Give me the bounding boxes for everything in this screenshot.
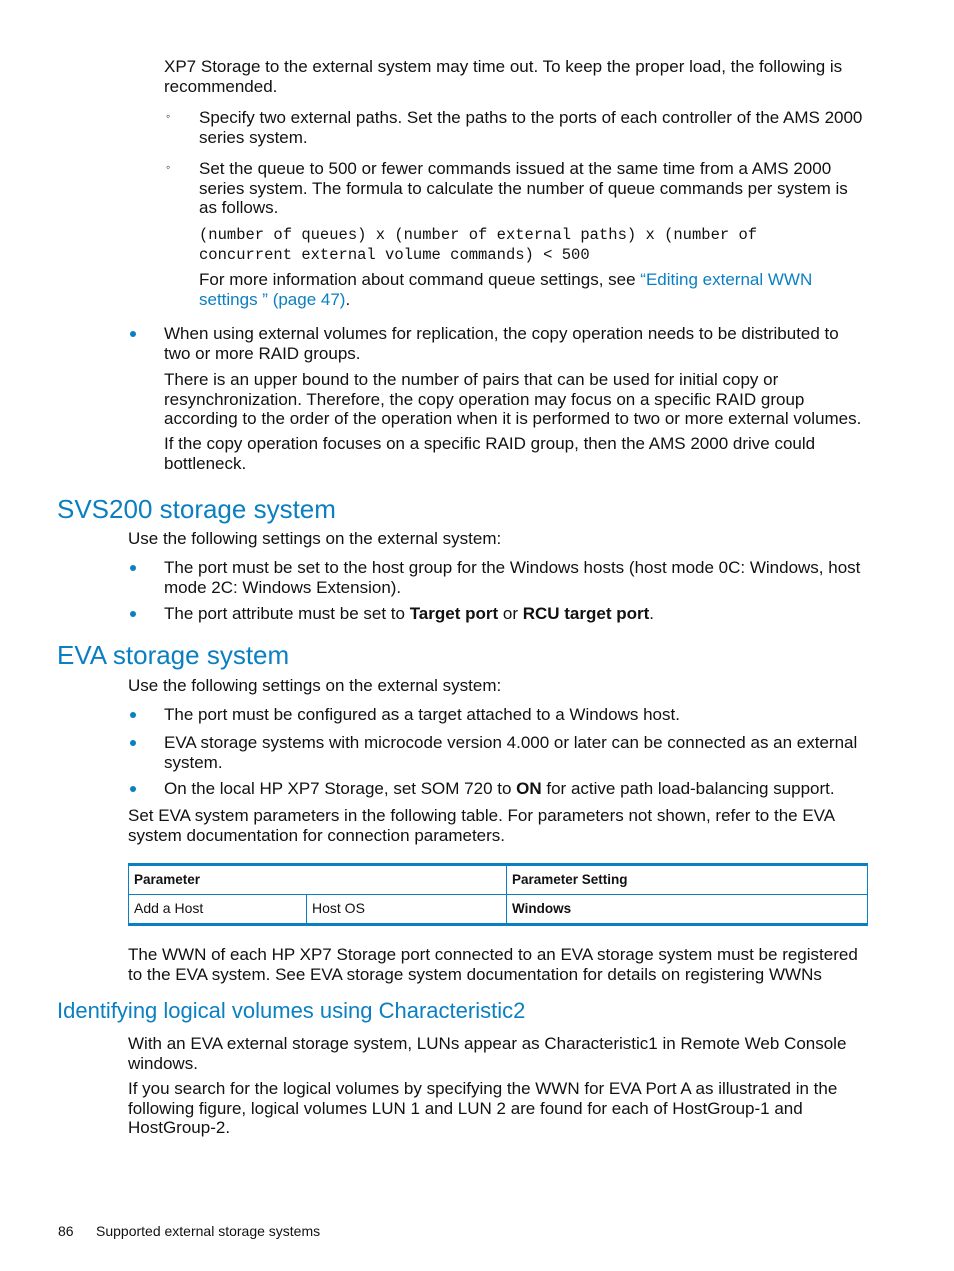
- table-row: [129, 895, 868, 925]
- rcu-target-port-label: RCU target port: [522, 604, 650, 623]
- port-attr-suffix: .: [649, 604, 655, 623]
- bullet-icon: [130, 740, 136, 746]
- eva-heading: EVA storage system: [57, 640, 290, 670]
- table-cell-windows: Windows: [507, 895, 868, 925]
- svs200-heading: SVS200 storage system: [57, 494, 336, 524]
- bullet-icon: [130, 331, 136, 337]
- bullet-icon: [130, 611, 136, 617]
- table-cell-host-os: Host OS: [307, 895, 507, 925]
- more-info-prefix: For more information about command queue settings, see: [199, 270, 641, 289]
- sub-bullet-queue: Set the queue to 500 or fewer commands issued at the same time from a AMS 2000 series system. The formula to calculate the number of queue commands per system is as follows.: [199, 159, 848, 217]
- svs200-lead: Use the following settings on the external system:: [128, 529, 502, 548]
- bullet-icon: [130, 712, 136, 718]
- table-header-setting: Parameter Setting: [507, 865, 868, 895]
- circle-bullet-icon: ◦: [166, 109, 171, 123]
- bullet-replication: When using external volumes for replication, the copy operation needs to be distributed to two or more RAID groups.: [164, 324, 839, 363]
- eva-bullet-microcode: EVA storage systems with microcode version 4.000 or later can be connected as an external system.: [164, 733, 858, 772]
- circle-bullet-icon: ◦: [166, 160, 171, 174]
- svs200-bullet-host-group: The port must be set to the host group for the Windows hosts (host mode 0C: Windows, host mode 2C: Windows Extension).: [164, 558, 861, 597]
- target-port-label: Target port: [409, 604, 499, 623]
- eva-lead: Use the following settings on the external system:: [128, 676, 502, 695]
- more-info-paragraph: [199, 270, 871, 309]
- eva-wwn-note: The WWN of each HP XP7 Storage port connected to an EVA storage system must be registered to the EVA system. See EVA storage system documentation for details on registering WWNs: [128, 945, 858, 984]
- eva-parameter-table: [128, 863, 868, 926]
- more-info-suffix: .: [345, 289, 351, 309]
- bullet-icon: [130, 786, 136, 792]
- formula-line-1: (number of queues) x (number of external paths) x (number of: [199, 226, 758, 244]
- sub-bullet-two-paths: Specify two external paths. Set the paths to the ports of each controller of the AMS 2000 series system.: [199, 108, 863, 147]
- bullet-icon: [130, 565, 136, 571]
- table-cell-add-host: Add a Host: [129, 895, 307, 925]
- port-attr-prefix: The port attribute must be set to: [164, 604, 410, 623]
- eva-bullet-som: [164, 779, 864, 799]
- table-header-parameter: Parameter: [129, 865, 507, 895]
- port-attr-or: or: [498, 604, 523, 623]
- editing-wwn-link[interactable]: “Editing external WWN settings ” (page 47): [199, 270, 813, 309]
- intro-paragraph: XP7 Storage to the external system may time out. To keep the proper load, the following is recommended.: [164, 57, 843, 96]
- page-number: 86: [58, 1223, 74, 1239]
- characteristic2-para1: With an EVA external storage system, LUNs appear as Characteristic1 in Remote Web Console windows.: [128, 1034, 847, 1073]
- table-header-row: [129, 865, 868, 895]
- characteristic2-para2: If you search for the logical volumes by specifying the WWN for EVA Port A as illustrated in the following figure, logical volumes LUN 1 and LUN 2 are found for each of HostGroup-1 and HostGroup-2.: [128, 1079, 838, 1137]
- som-suffix: for active path load-balancing support.: [541, 779, 835, 798]
- svs200-bullet-port-attribute: [164, 604, 864, 624]
- som-on-label: ON: [516, 779, 542, 798]
- characteristic2-heading: Identifying logical volumes using Characteristic2: [57, 998, 526, 1023]
- som-prefix: On the local HP XP7 Storage, set SOM 720 to: [164, 779, 517, 798]
- eva-bullet-target: The port must be configured as a target attached to a Windows host.: [164, 705, 680, 724]
- formula-line-2: concurrent external volume commands) < 500: [199, 246, 590, 264]
- eva-table-intro: Set EVA system parameters in the following table. For parameters not shown, refer to the EVA system documentation for connection parameters.: [128, 806, 835, 845]
- upper-bound-paragraph: There is an upper bound to the number of pairs that can be used for initial copy or resynchronization. Therefore, the copy operation may focus on a specific RAID group according to the order of the operation when it is performed to two or more external volumes.: [164, 370, 862, 428]
- bottleneck-paragraph: If the copy operation focuses on a specific RAID group, then the AMS 2000 drive could bottleneck.: [164, 434, 816, 473]
- footer-section-title: Supported external storage systems: [96, 1223, 321, 1239]
